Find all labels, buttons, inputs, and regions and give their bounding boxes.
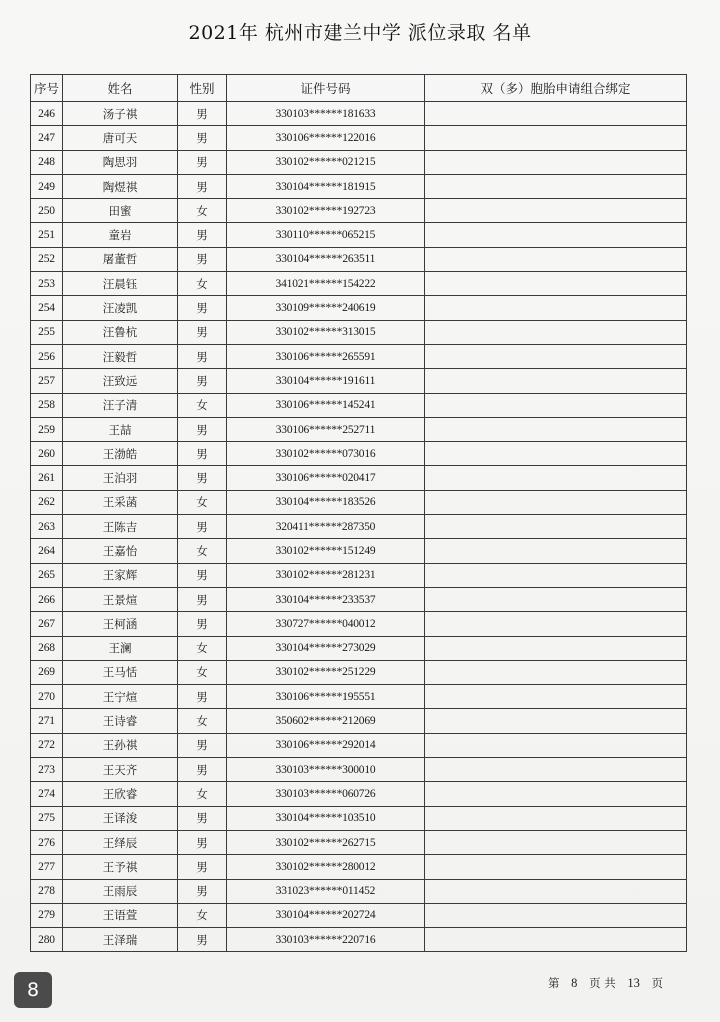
cell-no: 261 [31,466,63,490]
cell-gender: 女 [178,393,227,417]
cell-id: 350602******212069 [227,709,425,733]
cell-gender: 女 [178,490,227,514]
table-row [31,126,687,150]
cell-no: 259 [31,417,63,441]
cell-twin [425,490,687,514]
cell-gender: 女 [178,272,227,296]
cell-twin [425,782,687,806]
cell-name: 王陈吉 [63,515,178,539]
cell-twin [425,150,687,174]
cell-id: 330102******251229 [227,660,425,684]
cell-id: 330109******240619 [227,296,425,320]
cell-no: 274 [31,782,63,806]
cell-twin [425,855,687,879]
cell-twin [425,879,687,903]
cell-no: 255 [31,320,63,344]
table-row [31,709,687,733]
cell-name: 王采菡 [63,490,178,514]
cell-no: 257 [31,369,63,393]
cell-name: 王渤皓 [63,442,178,466]
cell-id: 320411******287350 [227,515,425,539]
cell-no: 264 [31,539,63,563]
table-row [31,758,687,782]
cell-id: 330102******073016 [227,442,425,466]
cell-no: 250 [31,199,63,223]
cell-name: 王宁煊 [63,685,178,709]
table-row [31,515,687,539]
cell-name: 王泊羽 [63,466,178,490]
cell-no: 272 [31,733,63,757]
cell-name: 王绎辰 [63,830,178,854]
cell-id: 330102******313015 [227,320,425,344]
cell-gender: 男 [178,830,227,854]
cell-name: 汪鲁杭 [63,320,178,344]
cell-gender: 女 [178,903,227,927]
cell-twin [425,563,687,587]
cell-name: 王语萱 [63,903,178,927]
cell-no: 277 [31,855,63,879]
cell-id: 330102******262715 [227,830,425,854]
cell-gender: 男 [178,563,227,587]
cell-no: 278 [31,879,63,903]
cell-no: 275 [31,806,63,830]
table-row [31,417,687,441]
cell-gender: 男 [178,612,227,636]
cell-name: 王柯涵 [63,612,178,636]
cell-gender: 男 [178,442,227,466]
table-row [31,879,687,903]
cell-gender: 男 [178,758,227,782]
header-name: 姓名 [63,75,178,102]
table-row [31,733,687,757]
cell-twin [425,102,687,126]
cell-name: 屠董哲 [63,247,178,271]
cell-no: 262 [31,490,63,514]
header-id: 证件号码 [227,75,425,102]
cell-gender: 男 [178,733,227,757]
table-row [31,539,687,563]
cell-twin [425,223,687,247]
cell-id: 330104******191611 [227,369,425,393]
cell-twin [425,369,687,393]
cell-twin [425,466,687,490]
cell-id: 330110******065215 [227,223,425,247]
cell-gender: 男 [178,126,227,150]
cell-name: 陶煜祺 [63,174,178,198]
cell-name: 汪晨钰 [63,272,178,296]
cell-gender: 女 [178,782,227,806]
cell-gender: 男 [178,344,227,368]
cell-name: 王景煊 [63,587,178,611]
cell-name: 汪子清 [63,393,178,417]
cell-gender: 男 [178,515,227,539]
cell-name: 王泽瑞 [63,928,178,952]
cell-twin [425,636,687,660]
cell-name: 汪致远 [63,369,178,393]
cell-twin [425,393,687,417]
cell-name: 唐可天 [63,126,178,150]
cell-name: 王喆 [63,417,178,441]
cell-id: 330102******281231 [227,563,425,587]
table-row [31,855,687,879]
cell-name: 汤子祺 [63,102,178,126]
table-row [31,903,687,927]
cell-id: 330104******273029 [227,636,425,660]
cell-gender: 女 [178,199,227,223]
table-row [31,272,687,296]
cell-id: 330106******292014 [227,733,425,757]
cell-id: 330103******181633 [227,102,425,126]
cell-name: 陶思羽 [63,150,178,174]
cell-gender: 男 [178,296,227,320]
cell-name: 王欣睿 [63,782,178,806]
header-twin: 双（多）胞胎申请组合绑定 [425,75,687,102]
cell-no: 268 [31,636,63,660]
cell-twin [425,587,687,611]
table-row [31,344,687,368]
cell-twin [425,320,687,344]
cell-twin [425,685,687,709]
cell-id: 330102******280012 [227,855,425,879]
cell-gender: 男 [178,928,227,952]
cell-twin [425,758,687,782]
cell-gender: 女 [178,660,227,684]
page-footer [548,975,663,991]
table-row [31,830,687,854]
table-row [31,296,687,320]
cell-no: 251 [31,223,63,247]
cell-gender: 男 [178,806,227,830]
cell-no: 265 [31,563,63,587]
table-row [31,660,687,684]
cell-name: 王诗睿 [63,709,178,733]
cell-gender: 男 [178,320,227,344]
table-row [31,393,687,417]
cell-name: 王马恬 [63,660,178,684]
cell-no: 266 [31,587,63,611]
cell-twin [425,928,687,952]
table-row [31,247,687,271]
footer-suffix: 页 [651,976,664,990]
table-row [31,199,687,223]
cell-twin [425,830,687,854]
header-gender: 性别 [178,75,227,102]
footer-middle: 页 共 [589,976,616,990]
cell-id: 330727******040012 [227,612,425,636]
cell-id: 330102******151249 [227,539,425,563]
table-row [31,685,687,709]
cell-id: 330104******263511 [227,247,425,271]
cell-gender: 男 [178,685,227,709]
cell-no: 258 [31,393,63,417]
cell-twin [425,515,687,539]
table-row [31,223,687,247]
cell-id: 330103******300010 [227,758,425,782]
cell-twin [425,806,687,830]
cell-twin [425,539,687,563]
cell-id: 331023******011452 [227,879,425,903]
cell-no: 270 [31,685,63,709]
table-row [31,442,687,466]
cell-no: 246 [31,102,63,126]
cell-name: 王予祺 [63,855,178,879]
footer-page-number: 8 [571,976,578,990]
cell-gender: 男 [178,587,227,611]
cell-gender: 男 [178,855,227,879]
table-row [31,587,687,611]
cell-id: 330104******183526 [227,490,425,514]
cell-name: 王澜 [63,636,178,660]
cell-gender: 女 [178,539,227,563]
cell-gender: 女 [178,709,227,733]
table-row [31,102,687,126]
table-header-row [31,75,687,102]
cell-no: 260 [31,442,63,466]
cell-no: 271 [31,709,63,733]
admission-table [30,74,687,952]
table-row [31,612,687,636]
cell-no: 247 [31,126,63,150]
cell-id: 330106******252711 [227,417,425,441]
footer-total-pages: 13 [627,976,640,990]
table-row [31,928,687,952]
cell-id: 330106******020417 [227,466,425,490]
cell-no: 263 [31,515,63,539]
cell-id: 330106******145241 [227,393,425,417]
table-row [31,782,687,806]
cell-gender: 男 [178,150,227,174]
cell-id: 330104******233537 [227,587,425,611]
cell-name: 王孙祺 [63,733,178,757]
cell-id: 330104******103510 [227,806,425,830]
cell-no: 273 [31,758,63,782]
cell-name: 王嘉怡 [63,539,178,563]
cell-name: 王天齐 [63,758,178,782]
cell-no: 280 [31,928,63,952]
cell-id: 330102******192723 [227,199,425,223]
cell-gender: 男 [178,223,227,247]
cell-gender: 男 [178,174,227,198]
cell-twin [425,660,687,684]
cell-gender: 男 [178,247,227,271]
cell-twin [425,733,687,757]
cell-no: 248 [31,150,63,174]
cell-id: 330106******122016 [227,126,425,150]
cell-id: 330104******181915 [227,174,425,198]
table-row [31,369,687,393]
cell-name: 汪凌凯 [63,296,178,320]
cell-id: 330106******265591 [227,344,425,368]
cell-no: 253 [31,272,63,296]
page-title: 2021年 杭州市建兰中学 派位录取 名单 [188,22,532,44]
cell-name: 汪毅哲 [63,344,178,368]
table-row [31,320,687,344]
cell-no: 256 [31,344,63,368]
cell-name: 田蜜 [63,199,178,223]
cell-twin [425,174,687,198]
footer-prefix: 第 [548,976,560,990]
cell-twin [425,296,687,320]
cell-twin [425,709,687,733]
cell-gender: 男 [178,102,227,126]
cell-gender: 女 [178,636,227,660]
table-row [31,806,687,830]
cell-id: 330103******060726 [227,782,425,806]
cell-twin [425,272,687,296]
header-no: 序号 [31,75,63,102]
cell-twin [425,417,687,441]
cell-id: 330106******195551 [227,685,425,709]
cell-gender: 男 [178,417,227,441]
cell-twin [425,903,687,927]
cell-twin [425,612,687,636]
cell-twin [425,199,687,223]
page-number-badge: 8 [14,972,52,1008]
cell-id: 330103******220716 [227,928,425,952]
table-row [31,466,687,490]
cell-id: 330104******202724 [227,903,425,927]
cell-id: 330102******021215 [227,150,425,174]
cell-id: 341021******154222 [227,272,425,296]
cell-gender: 男 [178,879,227,903]
table-row [31,490,687,514]
cell-name: 王译浚 [63,806,178,830]
table-row [31,174,687,198]
cell-name: 王家辉 [63,563,178,587]
cell-no: 252 [31,247,63,271]
table-row [31,563,687,587]
table-row [31,150,687,174]
cell-name: 童岩 [63,223,178,247]
cell-gender: 男 [178,369,227,393]
cell-no: 267 [31,612,63,636]
cell-no: 269 [31,660,63,684]
cell-gender: 男 [178,466,227,490]
cell-no: 279 [31,903,63,927]
cell-twin [425,126,687,150]
cell-no: 254 [31,296,63,320]
cell-twin [425,247,687,271]
cell-no: 276 [31,830,63,854]
cell-twin [425,442,687,466]
cell-twin [425,344,687,368]
cell-name: 王雨辰 [63,879,178,903]
cell-no: 249 [31,174,63,198]
table-row [31,636,687,660]
